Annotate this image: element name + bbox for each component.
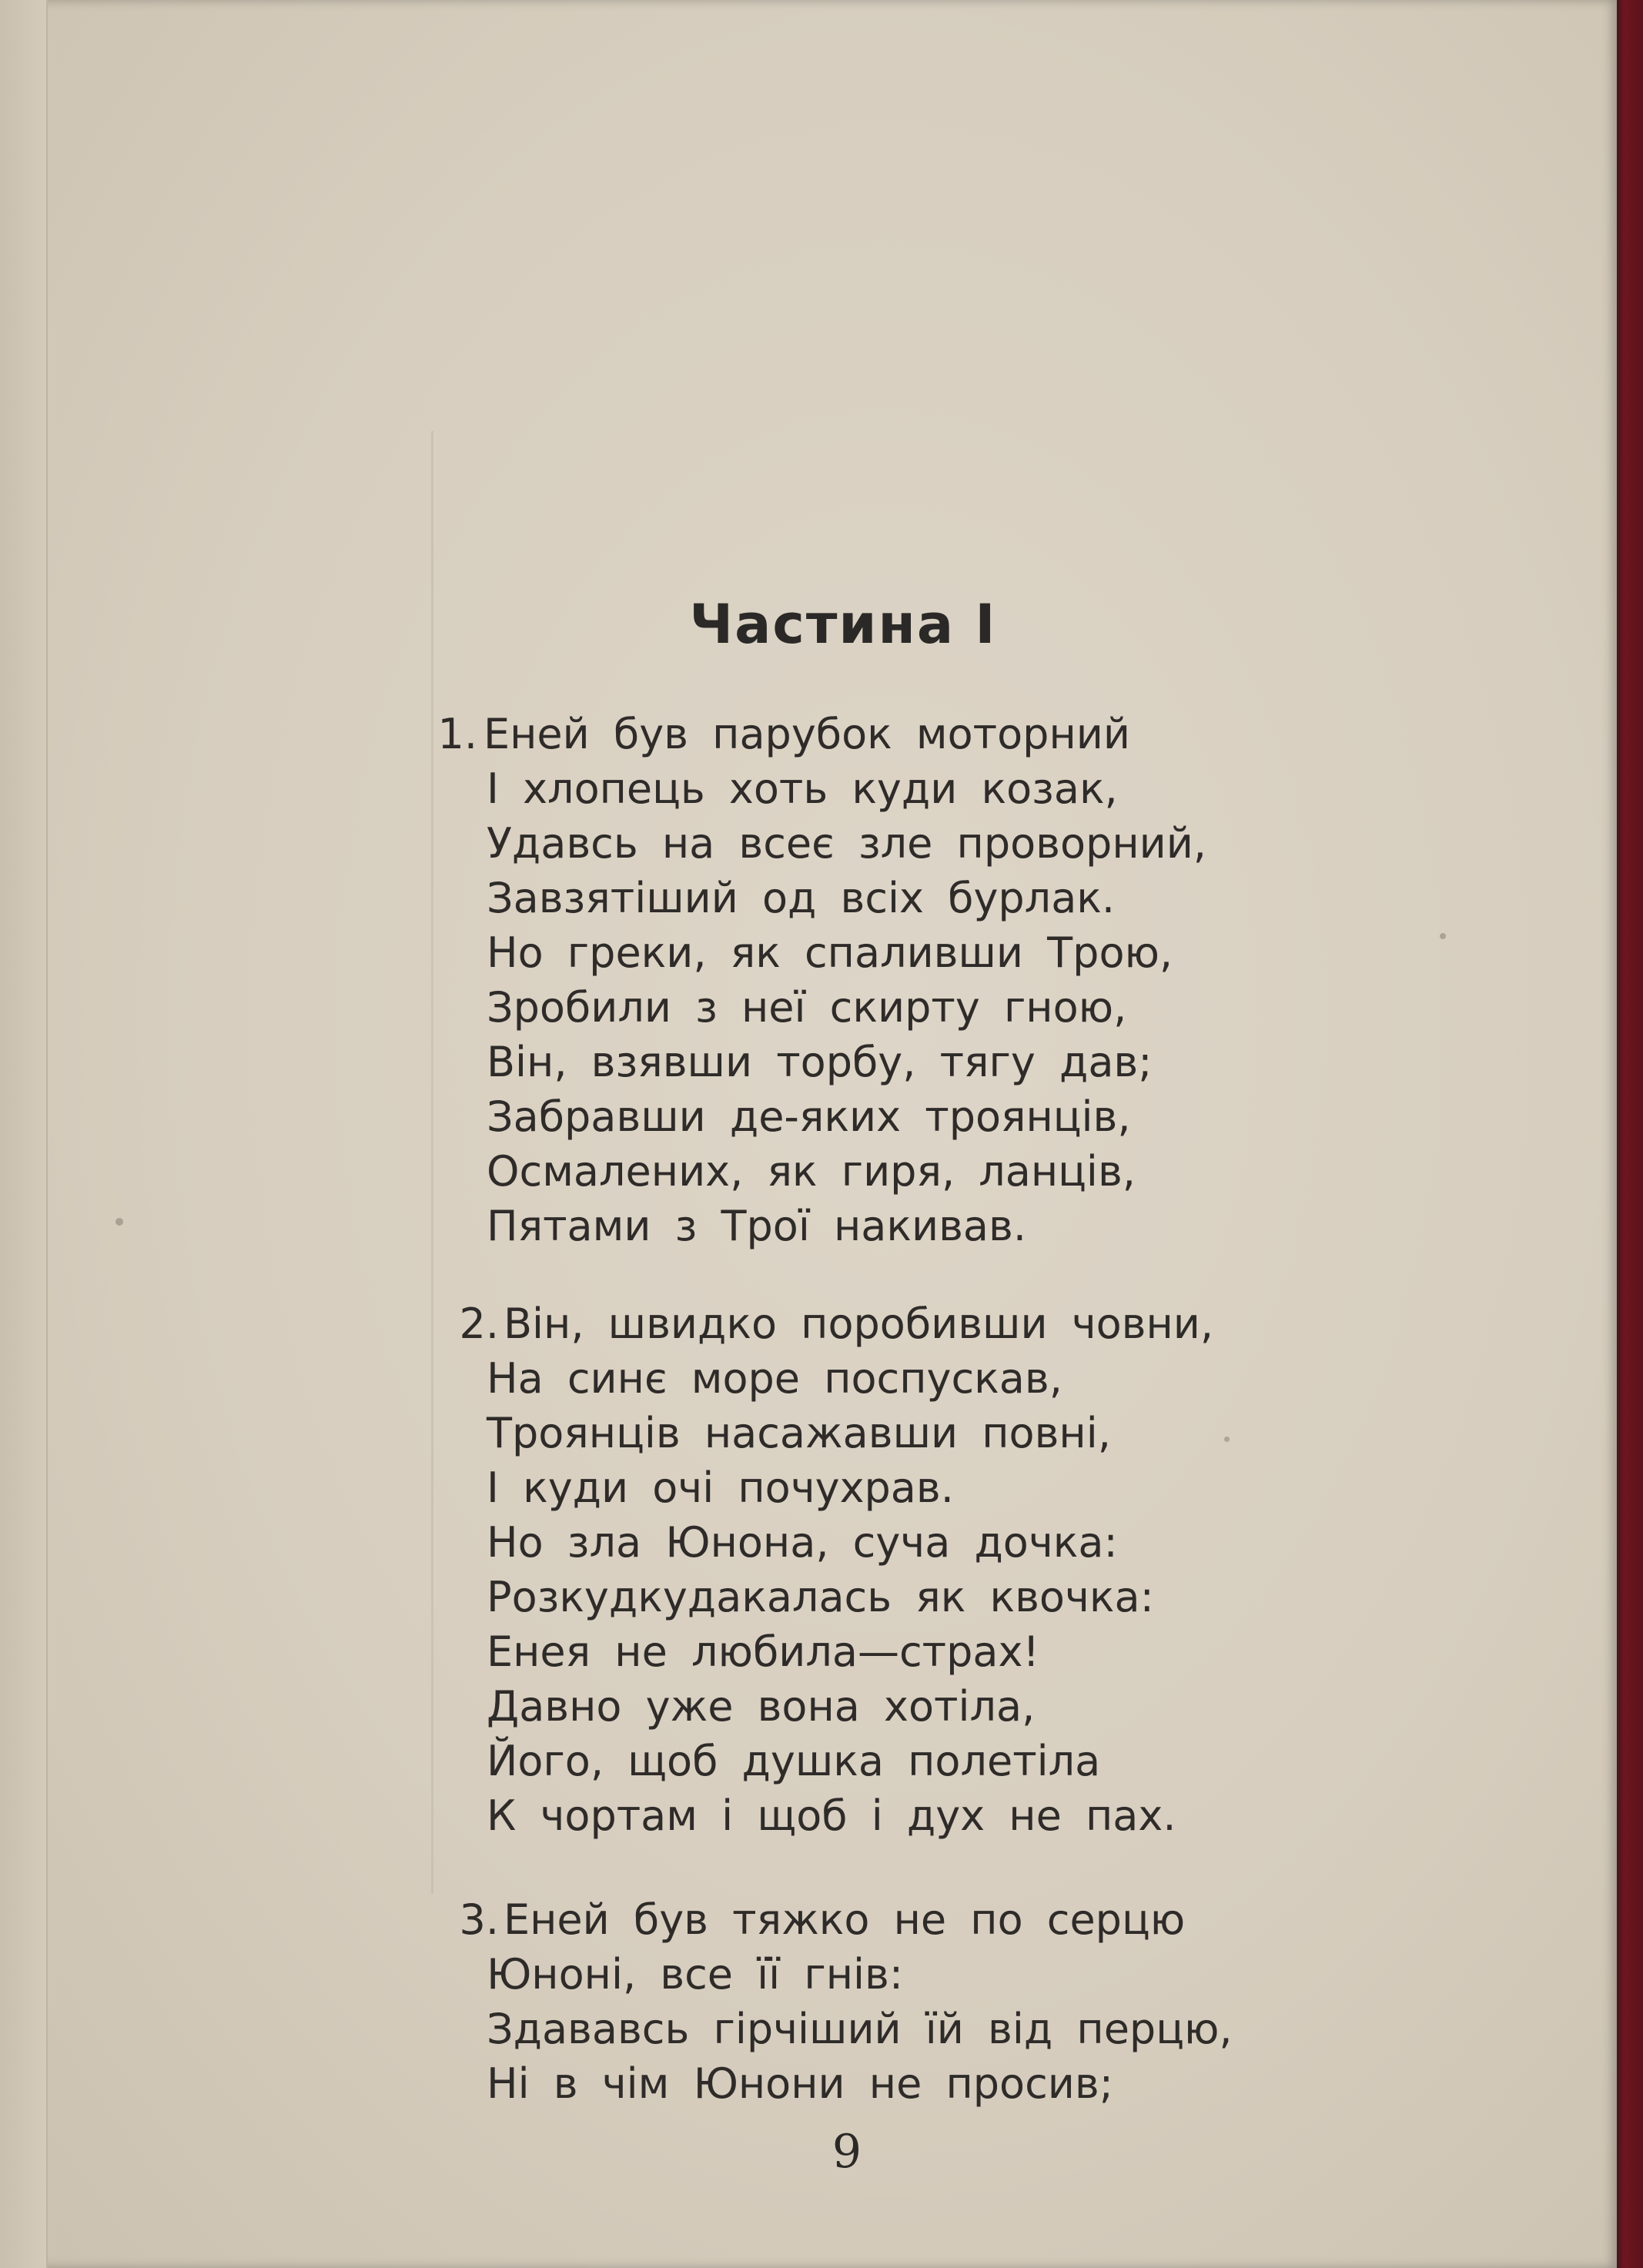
page-number: 9	[832, 2125, 862, 2179]
verse-line	[0, 1460, 1540, 1515]
verse-text: На синє море поспускав,	[487, 1354, 1062, 1403]
verse-text: Еней був парубок моторний	[484, 710, 1130, 758]
verse-text: Осмалених, як гиря, ланців,	[487, 1147, 1136, 1196]
stanza-number: 2.	[459, 1300, 499, 1348]
verse-line	[0, 1296, 1540, 1351]
verse-text: К чортам і щоб і дух не пах.	[487, 1791, 1176, 1840]
verse-line	[0, 1734, 1540, 1788]
verse-text: Він, швидко поробивши човни,	[504, 1300, 1214, 1348]
verse-text: Він, взявши торбу, тягу дав;	[487, 1038, 1153, 1086]
verse-text: І хлопець хоть куди козак,	[487, 764, 1118, 813]
verse-line	[0, 1199, 1540, 1253]
verse-line	[0, 980, 1540, 1035]
verse-line	[0, 1624, 1540, 1679]
verse-line	[0, 1035, 1540, 1089]
verse-line	[0, 1788, 1540, 1843]
verse-line	[0, 925, 1540, 980]
verse-line	[0, 707, 1540, 761]
verse-line	[0, 1144, 1540, 1199]
verse-text: Здававсь гірчіший їй від перцю,	[487, 2005, 1233, 2053]
verse-line	[0, 1089, 1540, 1144]
stanza-2	[0, 1296, 1540, 1843]
verse-line	[0, 1351, 1540, 1406]
verse-line	[0, 761, 1540, 816]
verse-line	[0, 1570, 1540, 1624]
verse-text: Но зла Юнона, суча дочка:	[487, 1518, 1118, 1567]
verse-line	[0, 1406, 1540, 1460]
verse-line	[0, 816, 1540, 871]
verse-text: Юноні, все її гнів:	[487, 1950, 904, 1999]
stanza-number: 1.	[437, 710, 477, 758]
verse-line	[0, 1947, 1540, 2002]
verse-line	[0, 871, 1540, 925]
stanza-number: 3.	[459, 1895, 499, 1944]
verse-text: Його, щоб душка полетіла	[487, 1737, 1101, 1785]
verse-text: Забравши де-яких троянців,	[487, 1092, 1131, 1141]
stanza-1	[0, 707, 1540, 1253]
verse-text: Пятами з Трої накивав.	[487, 1202, 1026, 1250]
verse-text: І куди очі почухрав.	[487, 1463, 954, 1512]
verse-text: Троянців насажавши повні,	[487, 1409, 1111, 1457]
verse-text: Но греки, як спаливши Трою,	[487, 928, 1173, 977]
chapter-title: Частина І	[689, 593, 997, 656]
verse-text: Енея не любила—страх!	[487, 1627, 1040, 1676]
book-cover-edge	[1612, 0, 1643, 2268]
verse-line	[0, 2002, 1540, 2056]
verse-text: Зробили з неї скирту гною,	[487, 983, 1127, 1032]
verse-text: Давно уже вона хотіла,	[487, 1682, 1036, 1731]
verse-text: Завзятіший од всіх бурлак.	[487, 874, 1116, 922]
verse-text: Ні в чім Юнони не просив;	[487, 2059, 1113, 2108]
stanza-3	[0, 1892, 1540, 2111]
verse-line	[0, 2056, 1540, 2111]
verse-line	[0, 1679, 1540, 1734]
verse-line	[0, 1892, 1540, 1947]
verse-line	[0, 1515, 1540, 1570]
verse-text: Удавсь на всеє зле проворний,	[487, 819, 1206, 868]
verse-text: Розкудкудакалась як квочка:	[487, 1573, 1154, 1621]
verse-text: Еней був тяжко не по серцю	[504, 1895, 1186, 1944]
